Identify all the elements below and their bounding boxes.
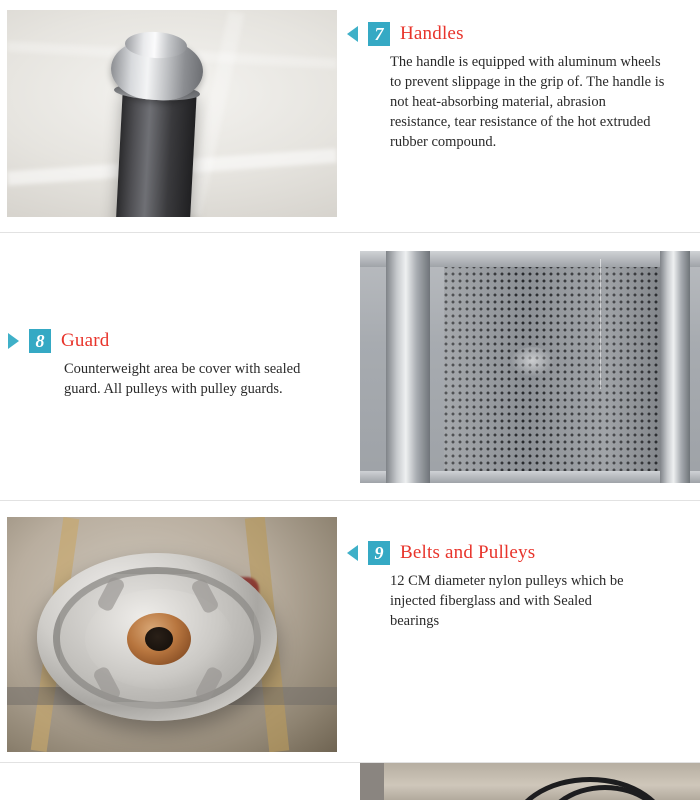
feature-heading bbox=[8, 329, 360, 353]
feature-row bbox=[0, 0, 700, 233]
media-column bbox=[360, 233, 700, 500]
feature-number-badge: 7 bbox=[368, 22, 390, 46]
media-column bbox=[360, 763, 700, 800]
perforated-guard-photo bbox=[360, 251, 700, 483]
feature-text-block bbox=[337, 501, 700, 631]
feature-description: Counterweight area be cover with sealed guard. All pulleys with pulley guards. bbox=[64, 361, 301, 397]
feature-row-partial bbox=[0, 763, 700, 800]
cable-photo bbox=[360, 763, 700, 800]
feature-text-block bbox=[337, 0, 700, 152]
feature-number-badge: 8 bbox=[29, 329, 51, 353]
left-arrow-icon bbox=[347, 545, 358, 561]
feature-description: 12 CM diameter nylon pulleys which be injected fiberglass and with Sealed bearings bbox=[390, 573, 624, 629]
handle-photo bbox=[7, 10, 337, 217]
left-arrow-icon bbox=[347, 26, 358, 42]
feature-row bbox=[0, 501, 700, 763]
text-column bbox=[337, 0, 700, 232]
feature-heading bbox=[347, 541, 700, 565]
feature-text-block bbox=[0, 233, 360, 399]
right-arrow-icon bbox=[8, 333, 19, 349]
feature-row bbox=[0, 233, 700, 501]
text-column bbox=[0, 233, 360, 500]
feature-title: Handles bbox=[400, 23, 464, 44]
feature-number-badge: 9 bbox=[368, 541, 390, 565]
feature-description: The handle is equipped with aluminum wheels to prevent slippage in the grip of. The handle is not heat-absorbing material, abrasion resistance, tear resistance of the hot extruded rubber compound. bbox=[390, 54, 665, 150]
media-column bbox=[0, 501, 337, 762]
feature-title: Belts and Pulleys bbox=[400, 542, 536, 563]
text-column bbox=[0, 763, 360, 800]
feature-heading bbox=[347, 22, 700, 46]
feature-title: Guard bbox=[61, 330, 110, 351]
media-column bbox=[0, 0, 337, 232]
pulley-photo bbox=[7, 517, 337, 752]
text-column bbox=[337, 501, 700, 762]
